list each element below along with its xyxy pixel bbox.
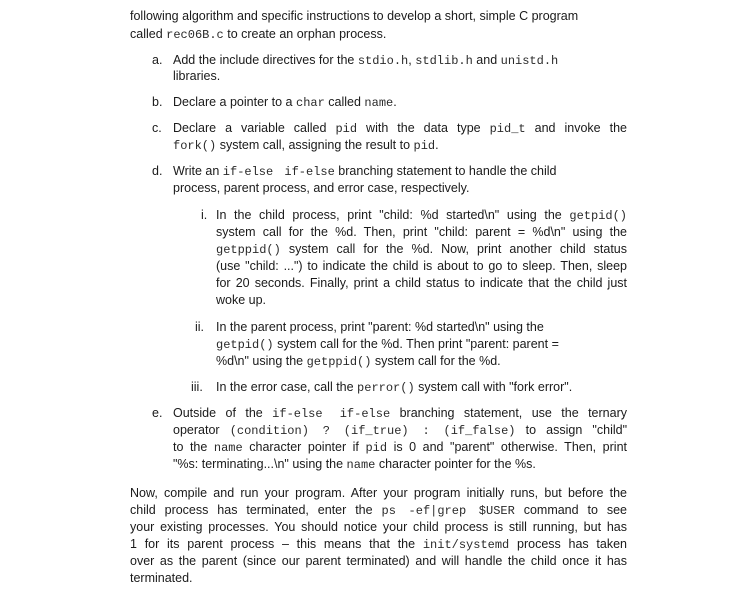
outro-line-1: Now, compile and run your program. After your program initially runs, but before the [130,486,627,500]
item-d-ii-line-1: In the parent process, print "parent: %d started\n" using the [216,320,544,334]
item-d-i-line-5: for 20 seconds. Finally, print a child status to indicate that the child just [216,276,627,290]
item-d-i-line-4: (use "child: ...") to indicate the child is about to go to sleep. Then, sleep [216,259,627,273]
item-c-label: c. [152,121,162,135]
item-e-line-4: "%s: terminating...\n" using the name character pointer for the %s. [173,457,536,472]
item-d-i-line-3: getppid() system call for the %d. Now, print another child status [216,242,627,257]
item-e-label: e. [152,406,163,420]
outro-line-5: over as the parent (since our parent terminated) and will handle the child once it has [130,554,627,568]
item-d-ii-line-2: getpid() system call for the %d. Then print "parent: parent = [216,337,559,352]
item-e-line-1: Outside of the if-else if-else branching statement, use the ternary [173,406,627,421]
outro-line-3: your existing processes. You should notice your child process is still running, but has [130,520,627,534]
item-c-line-2: fork() system call, assigning the result to pid. [173,138,439,153]
item-d-line-2: process, parent process, and error case, respectively. [173,181,470,195]
item-d-i-line-1: In the child process, print "child: %d started\n" using the getpid() [216,208,627,223]
item-a-line-1: Add the include directives for the stdio.h, stdlib.h and unistd.h [173,53,559,68]
intro-line-1: following algorithm and specific instructions to develop a short, simple C program [130,9,579,23]
item-b-line-1: Declare a pointer to a char called name. [173,95,397,110]
item-c-line-1: Declare a variable called pid with the data type pid_t and invoke the [173,121,627,136]
item-d-ii-label: ii. [195,320,205,334]
ps-command-code: ps -ef|grep $USER [381,504,515,518]
outro-line-4: 1 for its parent process – this means that the init/systemd process has taken [130,537,627,552]
item-b-label: b. [152,95,163,109]
item-d-label: d. [152,164,163,178]
item-d-i-line-2: system call for the %d. Then, print "child: parent = %d\n" using the [216,225,627,239]
item-d-iii-label: iii. [191,380,203,394]
filename-code: rec06B.c [166,28,224,42]
item-d-line-1: Write an if-else if-else branching statement to handle the child [173,164,557,179]
outro-line-2: child process has terminated, enter the ps -ef|grep $USER command to see [130,503,627,518]
item-e-line-2: operator (condition) ? (if_true) : (if_false) to assign "child" [173,423,628,438]
item-d-i-line-6: woke up. [216,293,267,307]
item-a-label: a. [152,53,163,67]
item-a-line-2: libraries. [173,69,221,83]
item-d-iii-line-1: In the error case, call the perror() system call with "fork error". [216,380,573,395]
outro-line-6: terminated. [130,571,193,585]
item-d-i-label: i. [201,208,208,222]
item-e-line-3: to the name character pointer if pid is 0 and "parent" otherwise. Then, print [173,440,627,455]
intro-line-2: called rec06B.c to create an orphan process. [130,27,387,42]
item-d-ii-line-3: %d\n" using the getppid() system call for the %d. [216,354,501,369]
